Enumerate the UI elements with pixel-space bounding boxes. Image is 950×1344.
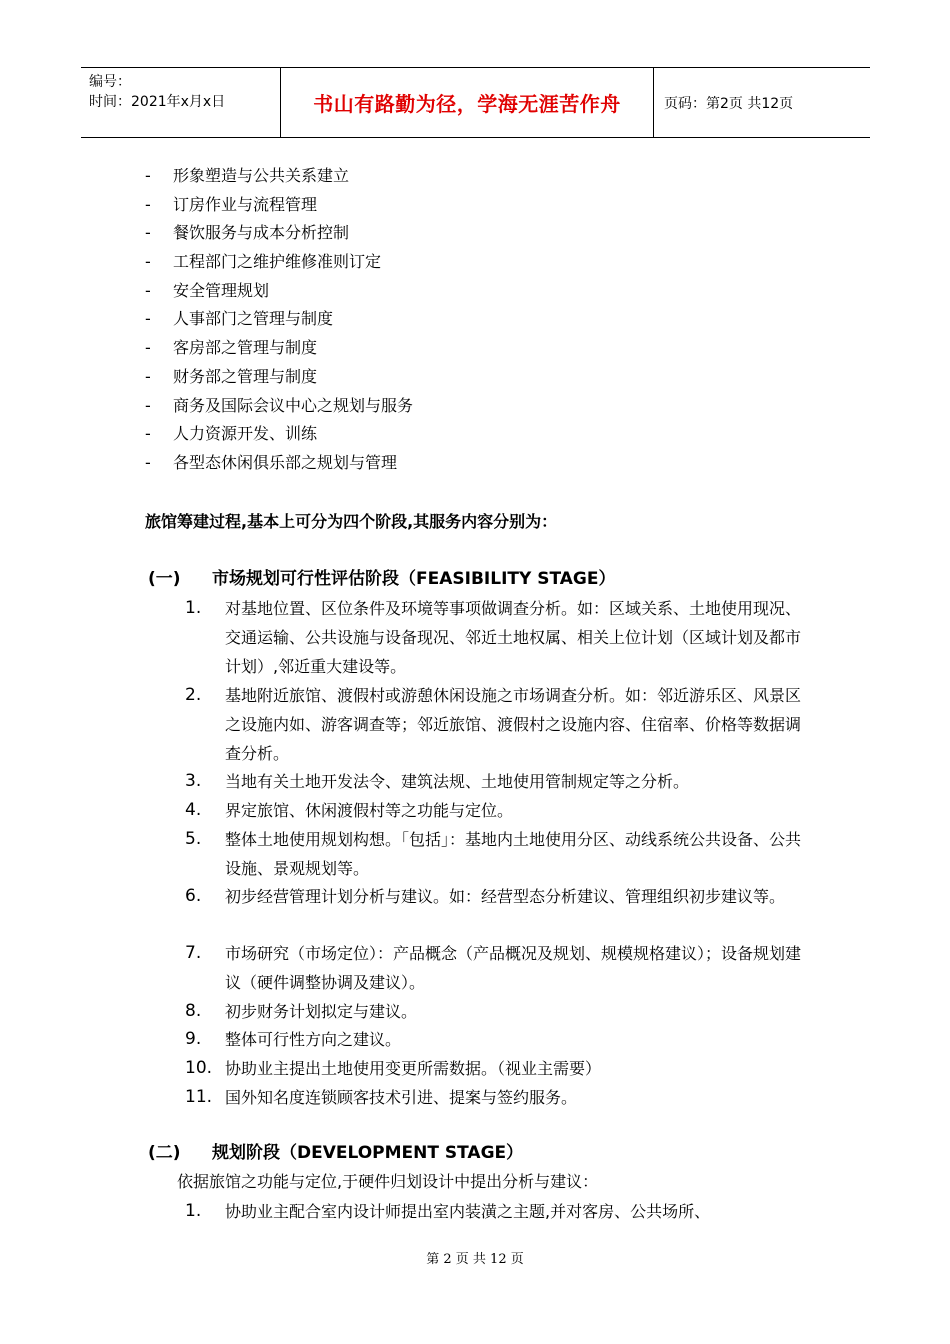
bullet-item: - 人事部门之管理与制度 bbox=[145, 309, 334, 328]
list-item: 4. 界定旅馆、休闲渡假村等之功能与定位。 bbox=[185, 800, 514, 820]
section-lead: 依据旅馆之功能与定位,于硬件归划设计中提出分析与建议： bbox=[177, 1172, 599, 1191]
bullet-item: - 工程部门之维护维修准则订定 bbox=[145, 252, 382, 271]
bullet-item: - 各型态休闲俱乐部之规划与管理 bbox=[145, 453, 398, 472]
page-footer: 第 2 页 共 12 页 bbox=[426, 1252, 524, 1267]
header-page-info: 页码：第2页 共12页 bbox=[664, 95, 794, 112]
number-label: 编号： bbox=[89, 74, 131, 90]
list-item: 8. 初步财务计划拟定与建议。 bbox=[185, 1001, 418, 1021]
bullet-item: - 商务及国际会议中心之规划与服务 bbox=[145, 396, 414, 415]
list-item: 7. 市场研究（市场定位）：产品概念（产品概况及规划、规模规格建议）；设备规划建议（硬件调整协调及建议）。 bbox=[185, 943, 802, 992]
list-item: 1. 协助业主配合室内设计师提出室内装潢之主题,并对客房、公共场所、 bbox=[185, 1201, 711, 1221]
list-item: 5. 整体土地使用规划构想。「包括」：基地内土地使用分区、动线系统公共设备、公共设施、景观规划等。 bbox=[185, 829, 802, 878]
bullet-item: - 客房部之管理与制度 bbox=[145, 338, 318, 357]
bullet-item: - 财务部之管理与制度 bbox=[145, 367, 318, 386]
section-heading: (二) 规划阶段（DEVELOPMENT STAGE） bbox=[148, 1143, 524, 1163]
page-header bbox=[81, 67, 870, 138]
bullet-item: - 人力资源开发、训练 bbox=[145, 424, 318, 443]
intro-text: 旅馆筹建过程,基本上可分为四个阶段,其服务内容分别为： bbox=[145, 512, 558, 531]
bullet-item: - 形象塑造与公共关系建立 bbox=[145, 166, 350, 185]
header-motto: 书山有路勤为径，学海无涯苦作舟 bbox=[281, 68, 654, 137]
list-item: 11. 国外知名度连锁顾客技术引进、提案与签约服务。 bbox=[185, 1087, 578, 1107]
bullet-item: - 安全管理规划 bbox=[145, 281, 270, 300]
header-meta bbox=[81, 68, 281, 137]
list-item: 9. 整体可行性方向之建议。 bbox=[185, 1029, 402, 1049]
section-heading: (一) 市场规划可行性评估阶段（FEASIBILITY STAGE） bbox=[148, 569, 616, 589]
list-item: 6. 初步经营管理计划分析与建议。如：经营型态分析建议、管理组织初步建议等。 bbox=[185, 886, 786, 906]
bullet-item: - 订房作业与流程管理 bbox=[145, 195, 318, 214]
list-item: 10. 协助业主提出土地使用变更所需数据。（视业主需要） bbox=[185, 1058, 602, 1078]
date-label: 时间：2021年x月x日 bbox=[89, 94, 226, 110]
bullet-item: - 餐饮服务与成本分析控制 bbox=[145, 223, 350, 242]
list-item: 1. 对基地位置、区位条件及环境等事项做调查分析。如：区域关系、土地使用现况、交通运输、公共设施与设备现况、邻近土地权属、相关上位计划（区域计划及都市计划）,邻近重大建设等。 bbox=[185, 598, 802, 676]
list-item: 3. 当地有关土地开发法令、建筑法规、土地使用管制规定等之分析。 bbox=[185, 771, 690, 791]
list-item: 2. 基地附近旅馆、渡假村或游憩休闲设施之市场调查分析。如：邻近游乐区、风景区之设施内如、游客调查等；邻近旅馆、渡假村之设施内容、住宿率、价格等数据调查分析。 bbox=[185, 685, 802, 763]
